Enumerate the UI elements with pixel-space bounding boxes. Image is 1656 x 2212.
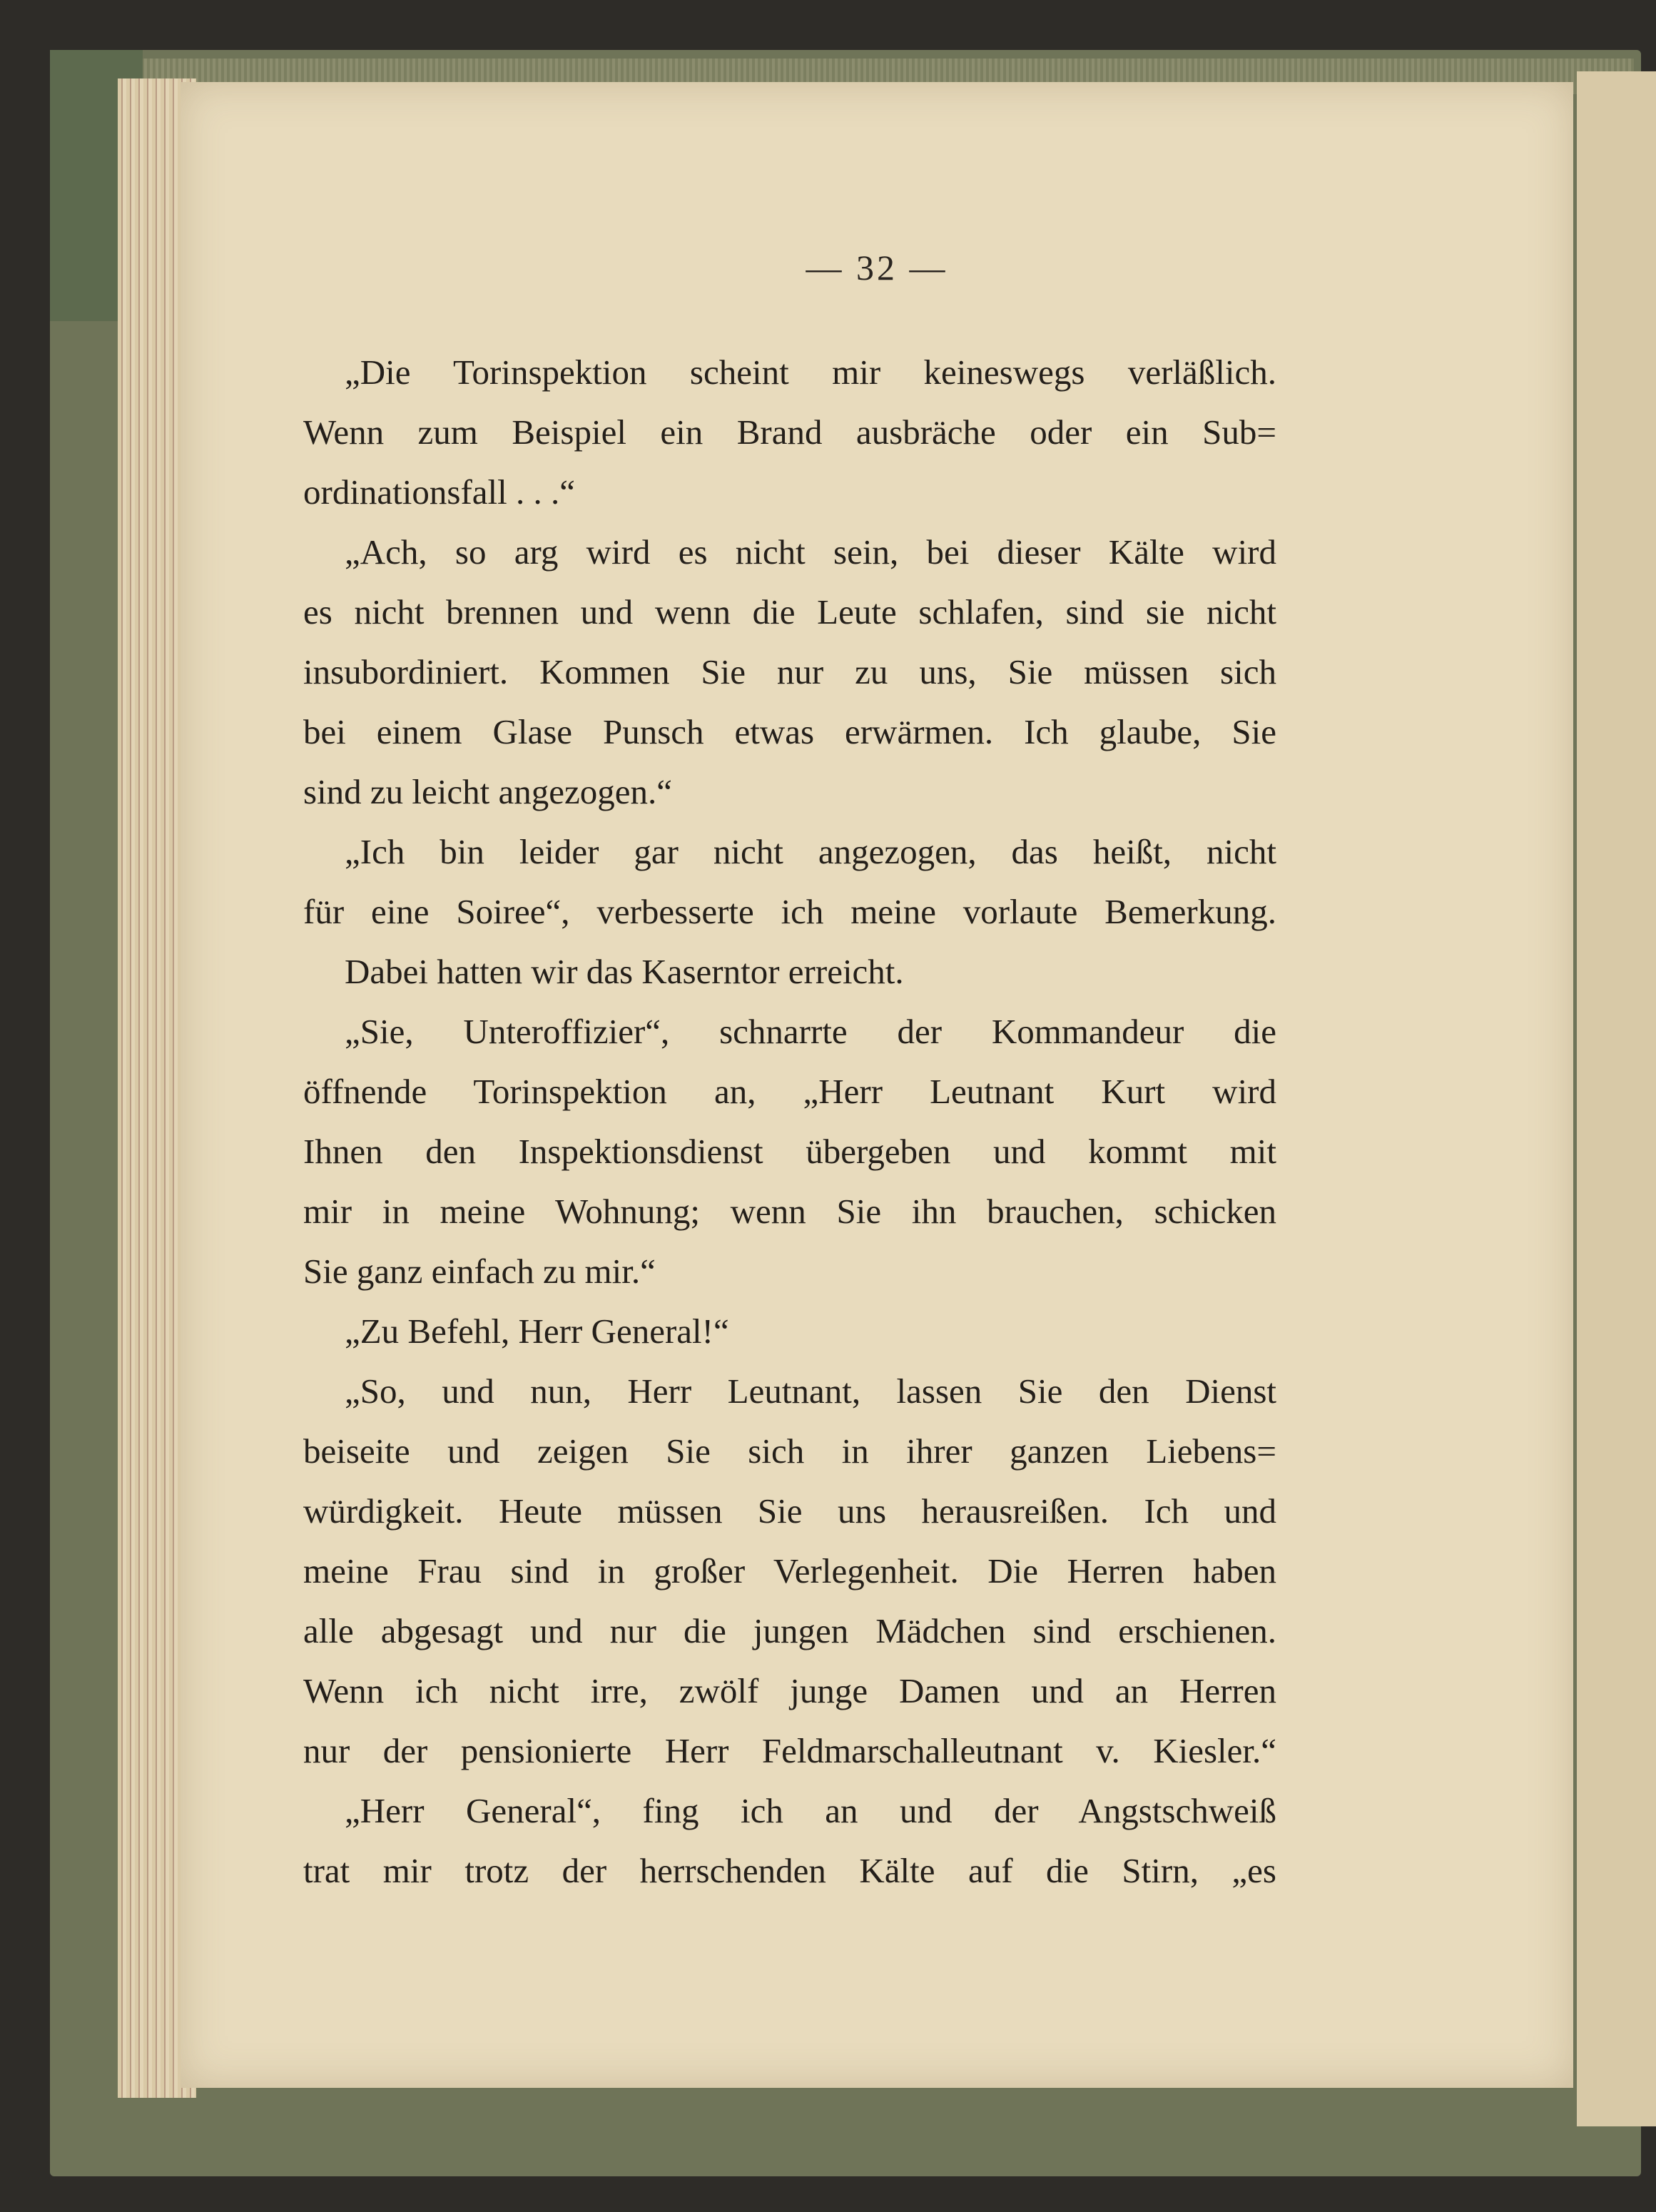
text-line: alle abgesagt und nur die jungen Mädchen sind erschienen. xyxy=(303,1611,1276,1650)
text-line: „Ich bin leider gar nicht angezogen, das heißt, nicht xyxy=(345,832,1276,871)
text-line: Ihnen den Inspektionsdienst übergeben und kommt mit xyxy=(303,1132,1276,1171)
text-line: ordinationsfall . . .“ xyxy=(303,472,576,512)
text-line: „So, und nun, Herr Leutnant, lassen Sie den Dienst xyxy=(345,1371,1276,1411)
text-line: bei einem Glase Punsch etwas erwärmen. Ich glaube, Sie xyxy=(303,712,1276,751)
text-line: mir in meine Wohnung; wenn Sie ihn brauchen, schicken xyxy=(303,1192,1276,1231)
text-line: Wenn zum Beispiel ein Brand ausbräche oder ein Sub= xyxy=(303,412,1276,452)
text-line: beiseite und zeigen Sie sich in ihrer ganzen Liebens= xyxy=(303,1431,1276,1471)
page-text xyxy=(303,343,1276,1901)
text-line: es nicht brennen und wenn die Leute schlafen, sind sie nicht xyxy=(303,592,1276,631)
text-line: „Herr General“, fing ich an und der Angstschweiß xyxy=(345,1791,1276,1830)
page-number: — 32 — xyxy=(806,248,948,288)
text-line: nur der pensionierte Herr Feldmarschalleutnant v. Kiesler.“ xyxy=(303,1731,1276,1770)
text-line: insubordiniert. Kommen Sie nur zu uns, Sie müssen sich xyxy=(303,652,1276,691)
facing-page-edge xyxy=(1577,71,1656,2126)
text-line: sind zu leicht angezogen.“ xyxy=(303,772,673,811)
text-line: würdigkeit. Heute müssen Sie uns herausreißen. Ich und xyxy=(303,1491,1276,1531)
text-line: Dabei hatten wir das Kaserntor erreicht. xyxy=(345,952,904,991)
text-line: „Sie, Unteroffizier“, schnarrte der Kommandeur die xyxy=(345,1012,1276,1051)
text-line: trat mir trotz der herrschenden Kälte auf die Stirn, „es xyxy=(303,1851,1276,1890)
text-line: Sie ganz einfach zu mir.“ xyxy=(303,1252,656,1291)
text-line: „Zu Befehl, Herr General!“ xyxy=(345,1312,729,1351)
text-line: „Die Torinspektion scheint mir keineswegs verläßlich. xyxy=(345,352,1276,392)
text-line: öffnende Torinspektion an, „Herr Leutnant Kurt wird xyxy=(303,1072,1276,1111)
text-line: Wenn ich nicht irre, zwölf junge Damen und an Herren xyxy=(303,1671,1276,1710)
text-line: meine Frau sind in großer Verlegenheit. Die Herren haben xyxy=(303,1551,1276,1590)
text-line: für eine Soiree“, verbesserte ich meine vorlaute Bemerkung. xyxy=(303,892,1276,931)
text-line: „Ach, so arg wird es nicht sein, bei dieser Kälte wird xyxy=(345,532,1276,572)
